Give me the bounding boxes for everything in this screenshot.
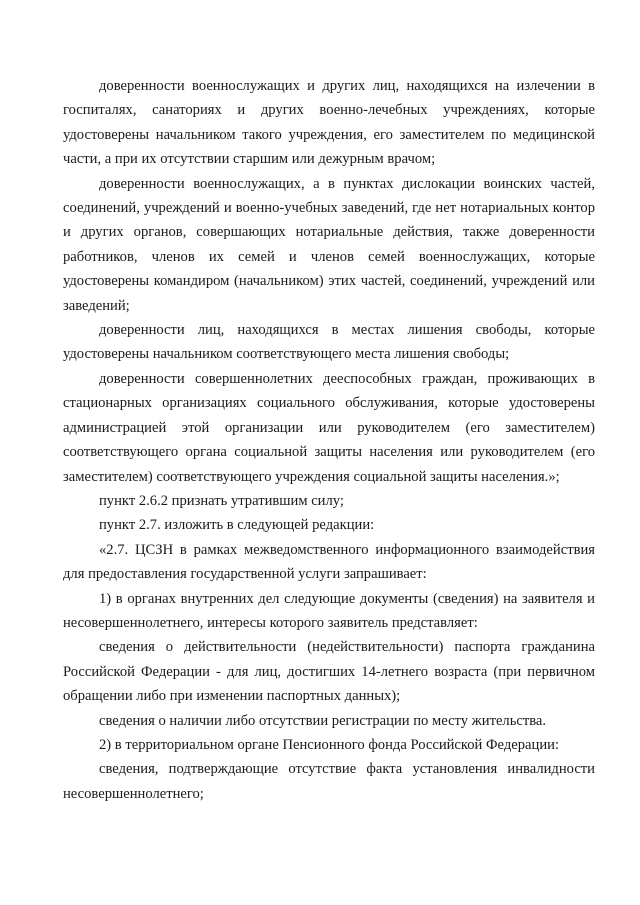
paragraph-3: доверенности лиц, находящихся в местах лишения свободы, которые удостоверены начальником соответствующего места лишения свободы;	[63, 322, 595, 363]
paragraph-8: 1) в органах внутренних дел следующие документы (сведения) на заявителя и несовершеннолетнего, интересы которого заявитель представляет:	[63, 590, 595, 631]
paragraph-2: доверенности военнослужащих, а в пунктах дислокации воинских частей, соединений, учреждений и военно-учебных заведений, где нет нотариальных контор и других органов, совершающих нотариальные действия, также доверенности работников, членов их семей и членов семей военнослужащих, которые удостоверены командиром (начальником) этих частей, соединений, учреждений или заведений;	[63, 175, 595, 314]
paragraph-7: «2.7. ЦСЗН в рамках межведомственного информационного взаимодействия для предоставления государственной услуги запрашивает:	[63, 541, 595, 583]
document-body	[63, 74, 595, 806]
paragraph-5: пункт 2.6.2 признать утратившим силу;	[99, 492, 344, 509]
paragraph-6: пункт 2.7. изложить в следующей редакции:	[99, 517, 375, 534]
paragraph-12: сведения, подтверждающие отсутствие факта установления инвалидности несовершеннолетнего;	[63, 761, 595, 802]
paragraph-10: сведения о наличии либо отсутствии регистрации по месту жительства.	[99, 712, 547, 729]
paragraph-4: доверенности совершеннолетних дееспособных граждан, проживающих в стационарных организациях социального обслуживания, которые удостоверены администрацией этой организации или руководителем (его заместителем) соответствующего органа социальной защиты населения или руководителем (его заместителем) соответствующего учреждения социальной защиты населения.»;	[63, 370, 595, 485]
paragraph-9: сведения о действительности (недействительности) паспорта гражданина Российской Федерации - для лиц, достигших 14-летнего возраста (при первичном обращении либо при изменении паспортных данных);	[63, 639, 595, 705]
paragraph-11: 2) в территориальном органе Пенсионного фонда Российской Федерации:	[99, 736, 559, 753]
paragraph-1: доверенности военнослужащих и других лиц, находящихся на излечении в госпиталях, санаториях и других военно-лечебных учреждениях, которые удостоверены начальником такого учреждения, его заместителем по медицинской части, а при их отсутствии старшим или дежурным врачом;	[63, 78, 595, 168]
